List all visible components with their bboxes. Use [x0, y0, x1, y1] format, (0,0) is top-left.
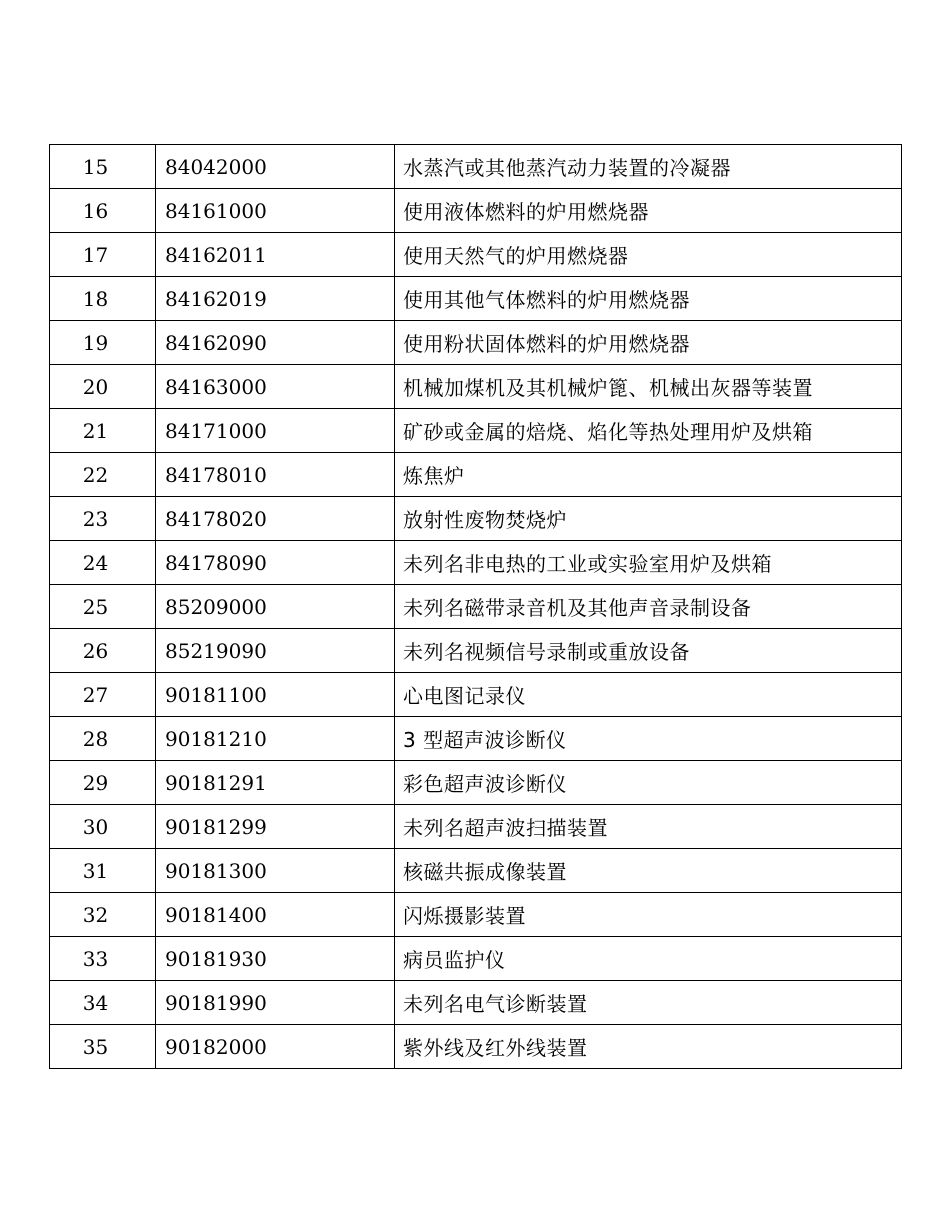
hs-code: 84178020 [156, 497, 395, 541]
hs-code: 85219090 [156, 629, 395, 673]
hs-code: 84162011 [156, 233, 395, 277]
item-description: 病员监护仪 [395, 937, 902, 981]
row-number: 21 [50, 409, 156, 453]
table-row [50, 893, 902, 937]
hs-code: 84178090 [156, 541, 395, 585]
table-body [50, 145, 902, 1069]
row-number: 25 [50, 585, 156, 629]
item-description: 放射性废物焚烧炉 [395, 497, 902, 541]
hs-code: 84162019 [156, 277, 395, 321]
hs-code: 84163000 [156, 365, 395, 409]
row-number: 29 [50, 761, 156, 805]
item-description: 未列名视频信号录制或重放设备 [395, 629, 902, 673]
hs-code: 84171000 [156, 409, 395, 453]
hs-code: 84161000 [156, 189, 395, 233]
table-row [50, 541, 902, 585]
table-row [50, 145, 902, 189]
row-number: 23 [50, 497, 156, 541]
table-row [50, 629, 902, 673]
row-number: 15 [50, 145, 156, 189]
item-description: 机械加煤机及其机械炉篦、机械出灰器等装置 [395, 365, 902, 409]
row-number: 32 [50, 893, 156, 937]
hs-code: 84178010 [156, 453, 395, 497]
table-row [50, 805, 902, 849]
row-number: 28 [50, 717, 156, 761]
hs-code: 90181400 [156, 893, 395, 937]
row-number: 16 [50, 189, 156, 233]
hs-code: 84162090 [156, 321, 395, 365]
row-number: 26 [50, 629, 156, 673]
item-description: 使用液体燃料的炉用燃烧器 [395, 189, 902, 233]
hs-code: 84042000 [156, 145, 395, 189]
row-number: 35 [50, 1025, 156, 1069]
item-description: 使用天然气的炉用燃烧器 [395, 233, 902, 277]
item-description: 未列名磁带录音机及其他声音录制设备 [395, 585, 902, 629]
table-row [50, 409, 902, 453]
item-description: 心电图记录仪 [395, 673, 902, 717]
table-row [50, 365, 902, 409]
row-number: 24 [50, 541, 156, 585]
item-description: 炼焦炉 [395, 453, 902, 497]
hs-code: 85209000 [156, 585, 395, 629]
item-description: 核磁共振成像装置 [395, 849, 902, 893]
item-description: 未列名超声波扫描装置 [395, 805, 902, 849]
table-row [50, 453, 902, 497]
hs-code: 90181100 [156, 673, 395, 717]
item-description: 3 型超声波诊断仪 [395, 717, 902, 761]
item-description: 使用粉状固体燃料的炉用燃烧器 [395, 321, 902, 365]
table-row [50, 277, 902, 321]
table-row [50, 849, 902, 893]
row-number: 31 [50, 849, 156, 893]
table-row [50, 981, 902, 1025]
hs-code: 90181300 [156, 849, 395, 893]
hs-code: 90181990 [156, 981, 395, 1025]
row-number: 30 [50, 805, 156, 849]
hs-code: 90181210 [156, 717, 395, 761]
item-description: 彩色超声波诊断仪 [395, 761, 902, 805]
row-number: 20 [50, 365, 156, 409]
table-row [50, 321, 902, 365]
row-number: 22 [50, 453, 156, 497]
table-row [50, 585, 902, 629]
table-row [50, 233, 902, 277]
table-row [50, 1025, 902, 1069]
hs-code: 90181930 [156, 937, 395, 981]
row-number: 19 [50, 321, 156, 365]
table-row [50, 937, 902, 981]
table-row [50, 717, 902, 761]
item-description: 闪烁摄影装置 [395, 893, 902, 937]
table-row [50, 189, 902, 233]
item-description: 水蒸汽或其他蒸汽动力装置的冷凝器 [395, 145, 902, 189]
item-description: 未列名电气诊断装置 [395, 981, 902, 1025]
table-row [50, 497, 902, 541]
hs-code: 90182000 [156, 1025, 395, 1069]
row-number: 27 [50, 673, 156, 717]
item-description: 矿砂或金属的焙烧、焰化等热处理用炉及烘箱 [395, 409, 902, 453]
row-number: 18 [50, 277, 156, 321]
hs-code: 90181291 [156, 761, 395, 805]
table-row [50, 673, 902, 717]
commodity-code-table [49, 144, 902, 1069]
row-number: 17 [50, 233, 156, 277]
hs-code: 90181299 [156, 805, 395, 849]
row-number: 34 [50, 981, 156, 1025]
row-number: 33 [50, 937, 156, 981]
item-description: 未列名非电热的工业或实验室用炉及烘箱 [395, 541, 902, 585]
table-row [50, 761, 902, 805]
item-description: 紫外线及红外线装置 [395, 1025, 902, 1069]
item-description: 使用其他气体燃料的炉用燃烧器 [395, 277, 902, 321]
